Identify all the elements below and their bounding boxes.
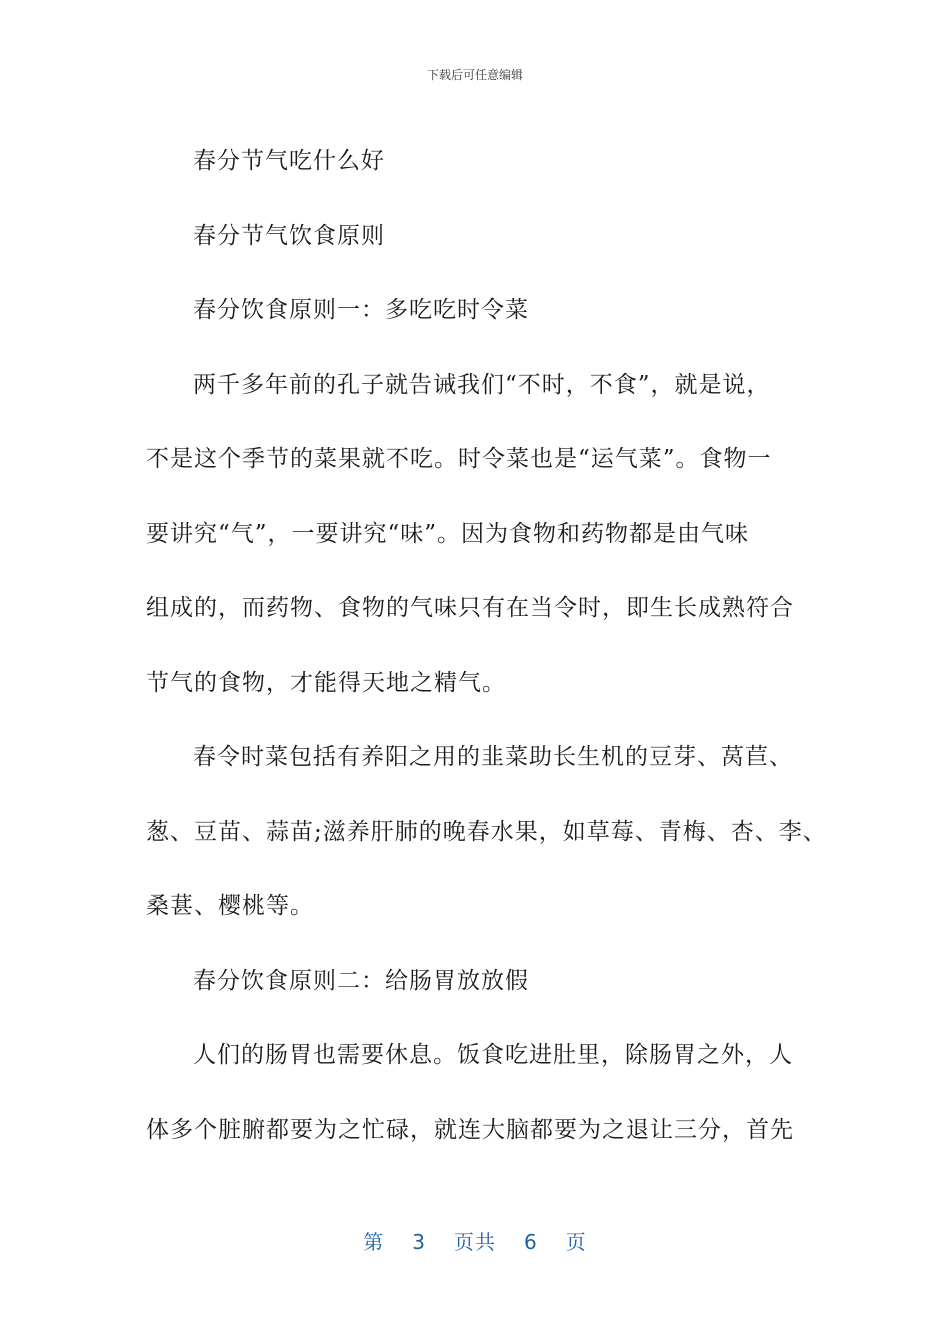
body-line-2: 春分节气饮食原则 xyxy=(193,222,385,249)
body-line-5: 不是这个季节的菜果就不吃。时令菜也是“运气菜”。食物一 xyxy=(146,446,772,472)
body-line-6: 要讲究“气”，一要讲究“味”。因为食物和药物都是由气味 xyxy=(146,520,750,547)
header-text: 下载后可任意编辑 xyxy=(426,68,523,82)
page-header xyxy=(0,66,950,83)
document-body xyxy=(146,124,826,1167)
body-line-12: 春分饮食原则二：给肠胃放放假 xyxy=(193,967,529,994)
footer-page-number: 3 xyxy=(412,1230,426,1254)
footer-total-pages: 6 xyxy=(524,1230,538,1254)
body-line-3: 春分饮食原则一：多吃吃时令菜 xyxy=(193,297,529,323)
body-line-1: 春分节气吃什么好 xyxy=(193,148,385,174)
body-line-11: 桑葚、樱桃等。 xyxy=(146,893,314,919)
body-line-14: 体多个脏腑都要为之忙碌，就连大脑都要为之退让三分，首先 xyxy=(146,1116,794,1143)
footer-middle: 页共 xyxy=(454,1230,496,1254)
body-line-8: 节气的食物，才能得天地之精气。 xyxy=(146,669,506,696)
footer-prefix: 第 xyxy=(363,1230,385,1254)
body-line-7: 组成的，而药物、食物的气味只有在当令时，即生长成熟符合 xyxy=(146,595,794,621)
body-line-4: 两千多年前的孔子就告诫我们“不时，不食”，就是说， xyxy=(193,371,771,398)
page-footer xyxy=(0,1226,950,1255)
body-line-10: 葱、豆苗、蒜苗;滋养肝肺的晚春水果，如草莓、青梅、杏、李、 xyxy=(146,818,827,845)
footer-suffix: 页 xyxy=(565,1230,587,1254)
body-line-9: 春令时菜包括有养阳之用的韭菜助长生机的豆芽、莴苣、 xyxy=(193,744,793,770)
body-line-13: 人们的肠胃也需要休息。饭食吃进肚里，除肠胃之外，人 xyxy=(193,1042,793,1068)
